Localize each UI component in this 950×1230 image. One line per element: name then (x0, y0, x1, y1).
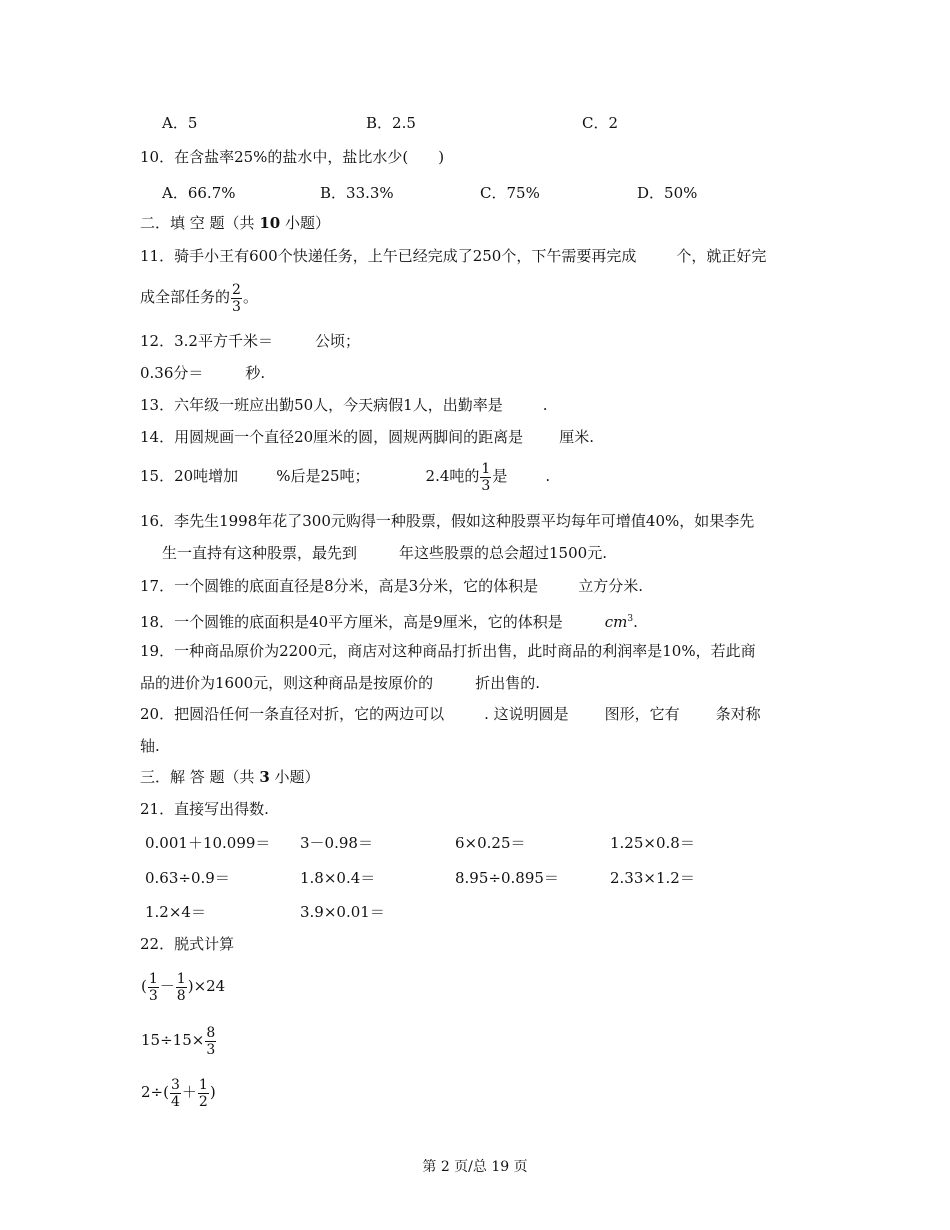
q11-frac-den: 3 (232, 298, 241, 315)
q10-option-d: D．50% (637, 184, 698, 202)
q21-item: 1.25×0.8＝ (610, 834, 695, 852)
q16-line1: 16．李先生1998年花了300元购得一种股票，假如这种股票平均每年可增值40%，如果李先 (140, 512, 755, 530)
q22-e3-frac2-num: 1 (198, 1076, 208, 1093)
q10-option-c: C．75% (480, 184, 540, 202)
q22-expr2 (141, 1020, 217, 1060)
q17-text-b: 立方分米. (578, 577, 643, 595)
q19-line2 (140, 673, 540, 693)
q12-text-a: 12．3.2平方千米＝ (140, 332, 273, 350)
q18-text-b: . (633, 613, 638, 631)
section3-title (140, 767, 320, 787)
q22-e3-frac1-den: 4 (170, 1093, 180, 1110)
q11-text-a: 11．骑手小王有600个快递任务，上午已经完成了250个，下午需要再完成 (140, 247, 637, 265)
section2-title-pre: 二．填 空 题（共 (140, 214, 260, 232)
q15-frac-num: 1 (481, 460, 491, 477)
q15-text (140, 458, 550, 494)
q19-line1: 19．一种商品原价为2200元，商店对这种商品打折出售，此时商品的利润率是10%，若此商 (140, 642, 756, 660)
q22-e1-close: )×24 (187, 977, 226, 995)
q17-text-a: 17．一个圆锥的底面直径是8分米，高是3分米，它的体积是 (140, 577, 539, 595)
q20-line1 (140, 704, 761, 724)
q11-text-b: 个，就正好完 (676, 247, 767, 265)
q21-item: 1.2×4＝ (145, 903, 206, 921)
q12-text-b: 公顷； (314, 332, 360, 350)
q22-expr1 (141, 966, 225, 1006)
q11-line2-end: 。 (242, 288, 258, 306)
q13-text (140, 395, 548, 415)
q9-option-c: C．2 (582, 114, 619, 132)
q22-e2-frac-den: 3 (206, 1041, 216, 1058)
section3-title-post: 小题） (269, 768, 320, 786)
q9-option-a: A．5 (162, 114, 198, 132)
q11-line1 (140, 246, 766, 266)
q22-e1-frac2-num: 1 (176, 970, 186, 987)
q15-text-c: 2.4吨的 (425, 467, 480, 485)
q22-e3-plus: ＋ (181, 1083, 197, 1101)
q21-item: 2.33×1.2＝ (610, 869, 695, 887)
q22-e1-frac2 (176, 971, 187, 1004)
q22-e3-close: ) (209, 1083, 216, 1101)
q21-item: 3－0.98＝ (300, 834, 373, 852)
q14-text (140, 427, 594, 447)
section2-title-post: 小题） (280, 214, 330, 232)
q15-text-e: . (545, 467, 551, 485)
q13-text-b: . (542, 396, 548, 414)
q18-unit: cm (604, 613, 628, 631)
section2-title (140, 213, 330, 233)
q21-title: 21．直接写出得数. (140, 800, 269, 818)
q22-e1-minus: － (159, 977, 175, 995)
q21-item: 8.95÷0.895＝ (455, 869, 559, 887)
q14-text-b: 厘米. (559, 428, 594, 446)
q11-frac-num: 2 (232, 281, 241, 298)
q12-text-d: 秒. (245, 364, 266, 382)
q16-line2 (162, 543, 607, 563)
q22-e3-pre: 2÷( (141, 1083, 169, 1101)
q15-frac-den: 3 (481, 477, 491, 494)
q20-line2: 轴. (140, 737, 160, 755)
q20-text-d: 条对称 (715, 705, 761, 723)
q18-unit-exp: 3 (627, 614, 634, 624)
q15-text-a: 15．20吨增加 (140, 467, 239, 485)
q10-option-a: A．66.7% (162, 184, 236, 202)
q20-text-b: . 这说明圆是 (484, 705, 569, 723)
q19-text-a: 品的进价为1600元，则这种商品是按原价的 (140, 674, 434, 692)
q21-item: 0.001＋10.099＝ (145, 834, 271, 852)
q10-option-b: B．33.3% (320, 184, 394, 202)
q22-e1-open: ( (141, 977, 147, 995)
q12-text-c: 0.36分＝ (140, 364, 204, 382)
q21-item: 6×0.25＝ (455, 834, 526, 852)
q14-text-a: 14．用圆规画一个直径20厘米的圆，圆规两脚间的距离是 (140, 428, 524, 446)
q11-line2 (140, 280, 258, 315)
q21-item: 1.8×0.4＝ (300, 869, 376, 887)
q11-line2-text: 成全部任务的 (140, 288, 231, 306)
q12-line2 (140, 363, 265, 383)
q22-e3-frac1 (170, 1077, 181, 1110)
q22-title: 22．脱式计算 (140, 935, 235, 953)
q12-line1 (140, 331, 360, 351)
q11-fraction (231, 282, 242, 315)
q22-e1-frac2-den: 8 (176, 987, 186, 1004)
q15-fraction (480, 461, 491, 494)
q15-text-b: %后是25吨； (276, 467, 370, 485)
q18-text (140, 609, 638, 632)
q22-e3-frac2 (198, 1077, 209, 1110)
q15-text-d: 是 (492, 467, 508, 485)
q10-text: 10．在含盐率25%的盐水中，盐比水少( ) (140, 148, 445, 166)
q22-e3-frac1-num: 3 (170, 1076, 180, 1093)
q22-expr3 (141, 1072, 216, 1112)
q22-e3-frac2-den: 2 (198, 1093, 208, 1110)
q22-e1-frac1 (148, 971, 159, 1004)
q20-text-a: 20．把圆沿任何一条直径对折，它的两边可以 (140, 705, 445, 723)
q22-e2-frac-num: 8 (206, 1024, 216, 1041)
q18-text-a: 18．一个圆锥的底面积是40平方厘米，高是9厘米，它的体积是 (140, 613, 563, 631)
q13-text-a: 13．六年级一班应出勤50人，今天病假1人，出勤率是 (140, 396, 503, 414)
section2-title-count: 10 (259, 214, 281, 232)
q21-item: 3.9×0.01＝ (300, 903, 385, 921)
q22-e1-frac1-den: 3 (148, 987, 158, 1004)
q19-text-b: 折出售的. (475, 674, 540, 692)
q21-item: 0.63÷0.9＝ (145, 869, 230, 887)
q22-e1-frac1-num: 1 (148, 970, 158, 987)
q20-text-c: 图形，它有 (604, 705, 680, 723)
page-footer: 第 2 页/总 19 页 (422, 1159, 528, 1175)
q16-text-a: 生一直持有这种股票，最先到 (162, 544, 358, 562)
q17-text (140, 576, 643, 596)
q22-e2-pre: 15÷15× (141, 1031, 205, 1049)
q22-e2-frac (205, 1025, 216, 1058)
section3-title-count: 3 (259, 768, 270, 786)
q16-text-b: 年这些股票的总会超过1500元. (399, 544, 607, 562)
q9-option-b: B．2.5 (366, 114, 416, 132)
section3-title-pre: 三．解 答 题（共 (140, 768, 260, 786)
